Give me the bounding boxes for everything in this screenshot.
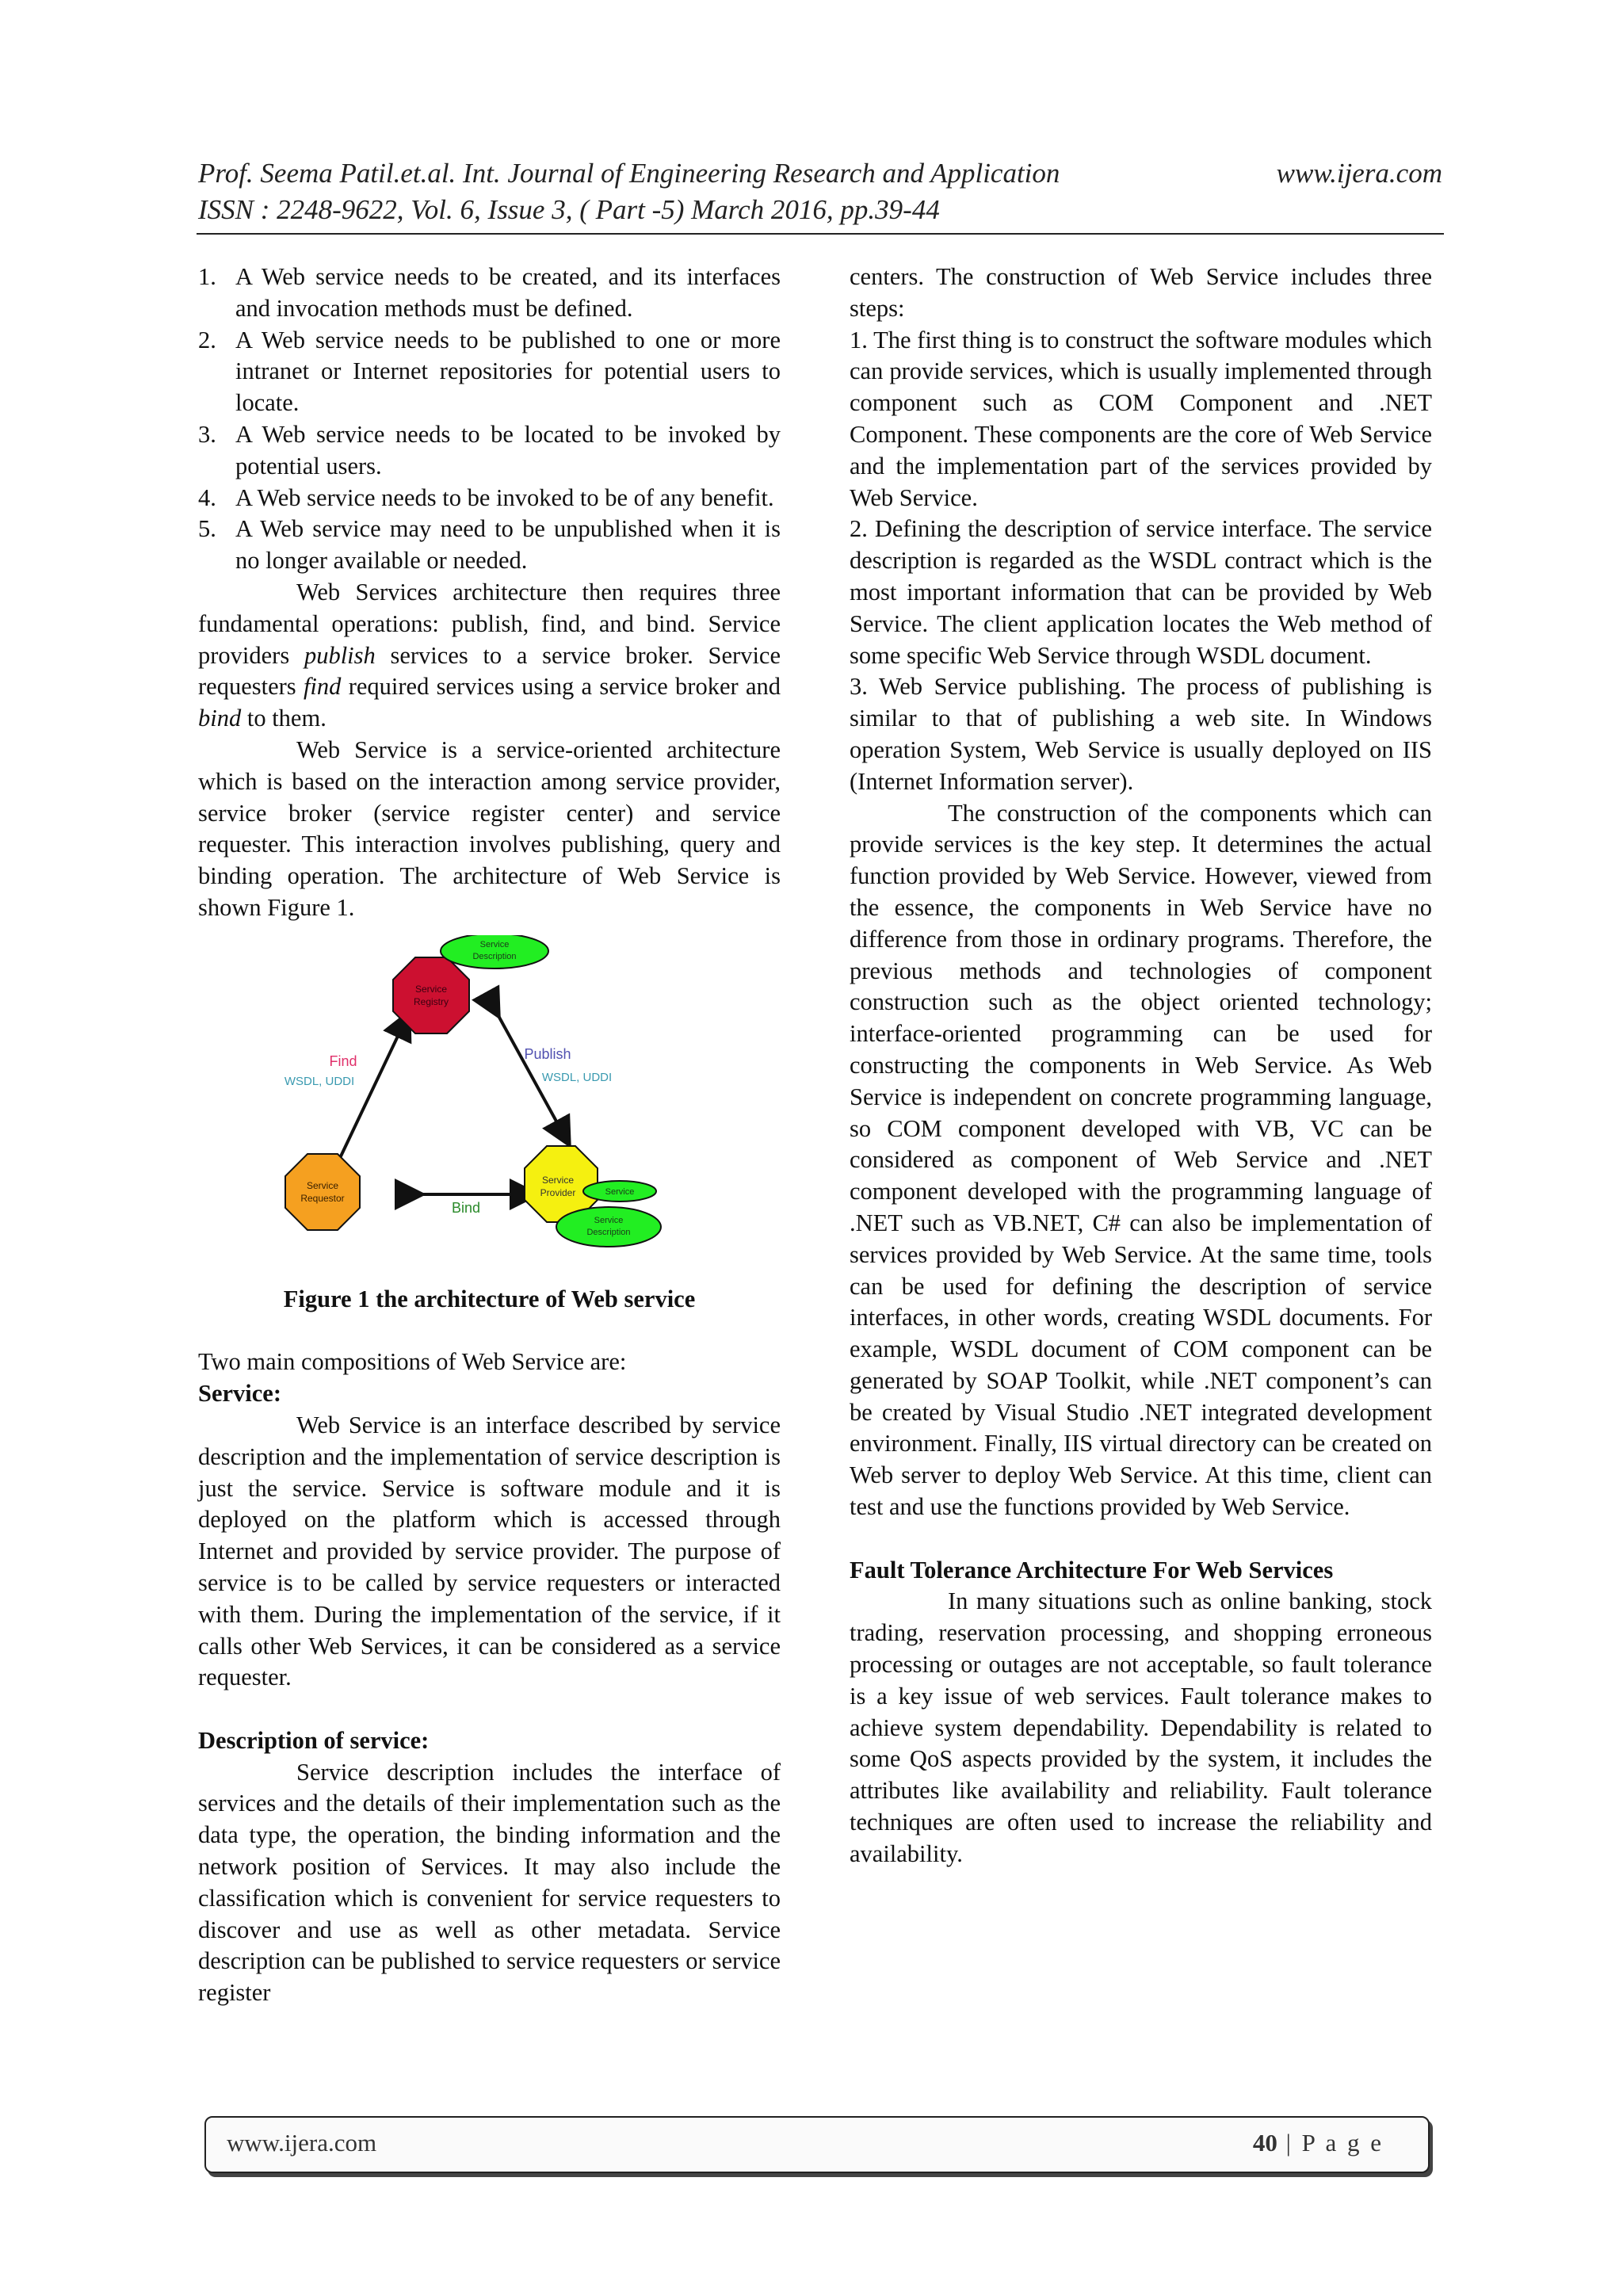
- service-paragraph: Web Service is an interface described by service description and the implementation of service description is just the service. Service is software module and it is deployed on the platform which is accessed through Internet and provided by service provider. The purpose of service is to be called by service requesters or interacted with them. During the implementation of the service, if it calls other Web Services, it can be considered as a service requester.: [198, 1411, 781, 1691]
- architecture-figure: [198, 935, 781, 1282]
- left-column: [198, 262, 781, 2009]
- list-item: 4. A Web service needs to be invoked to be of any benefit.: [198, 483, 774, 511]
- journal-citation: Prof. Seema Patil.et.al. Int. Journal of Engineering Research and Application: [198, 158, 1060, 189]
- lifecycle-list: [198, 262, 781, 577]
- footer-website[interactable]: www.ijera.com: [227, 2129, 377, 2157]
- compositions-line: Two main compositions of Web Service are:: [198, 1348, 627, 1376]
- right-column: [850, 262, 1432, 1870]
- architecture-diagram: [198, 935, 781, 1282]
- list-item: 5. A Web service may need to be unpublished when it is no longer available or needed.: [198, 515, 781, 575]
- page-number: 40 | P a g e: [1252, 2129, 1384, 2157]
- header-divider: [197, 233, 1444, 235]
- provider-label: Service: [541, 1174, 575, 1186]
- running-header: [198, 155, 1442, 228]
- publish-label: Publish: [524, 1045, 571, 1062]
- fault-tolerance-heading: Fault Tolerance Architecture For Web Services: [850, 1556, 1334, 1584]
- list-item: 1. A Web service needs to be created, and its interfaces and invocation methods must be defined.: [198, 263, 781, 322]
- svg-text:Description: Description: [472, 951, 517, 961]
- step-2-paragraph: 2. Defining the description of service interface. The service description is regarded as the WSDL contract which is the most important information that can be provided by Web Service. The client application locates the Web method of some specific Web Service through WSDL document.: [850, 515, 1432, 669]
- figure-caption: Figure 1 the architecture of Web service: [283, 1285, 696, 1312]
- step-3-paragraph: 3. Web Service publishing. The process of publishing is similar to that of publishing a web site. In Windows operation System, Web Service is usually deployed on IIS (Internet Information server).: [850, 673, 1432, 795]
- requestor-label: Service: [306, 1179, 339, 1191]
- find-sub-label: WSDL, UDDI: [284, 1074, 355, 1088]
- spacer: [198, 1316, 781, 1347]
- journal-website[interactable]: www.ijera.com: [1276, 158, 1442, 189]
- svg-text:Service: Service: [605, 1186, 635, 1197]
- list-item: 3. A Web service needs to be located to be invoked by potential users.: [198, 420, 781, 479]
- issn-line: ISSN : 2248-9622, Vol. 6, Issue 3, ( Part -5) March 2016, pp.39-44: [198, 194, 940, 225]
- svg-text:Service: Service: [479, 939, 510, 949]
- list-item: 2. A Web service needs to be published to one or more intranet or Internet repositories for potential users to locate.: [198, 326, 781, 417]
- soa-paragraph: Web Service is a service-oriented architecture which is based on the interaction among service provider, service broker (service register center) and service requester. This interaction involves publishing, query and binding operation. The architecture of Web Service is shown Figure 1.: [198, 735, 781, 921]
- registry-label: Service: [414, 983, 448, 995]
- description-paragraph: Service description includes the interface of services and the details of their implementation such as the data type, the operation, the binding information and the network position of Services. It may also include the classification which is convenient for service requesters to discover and use as well as other metadata. Service description can be published to service requesters or service register: [198, 1758, 781, 2007]
- spacer: [198, 1694, 781, 1725]
- service-registry-node: [393, 957, 469, 1033]
- description-heading: Description of service:: [198, 1726, 430, 1754]
- find-label: Find: [329, 1052, 357, 1069]
- publish-sub-label: WSDL, UDDI: [541, 1070, 613, 1084]
- find-arrow: [333, 1014, 408, 1173]
- spacer: [850, 1523, 1432, 1555]
- step-1-paragraph: 1. The first thing is to construct the software modules which can provide services, which is usually implemented through component such as COM Component and .NET Component. These components are the core of Web Service and the implementation part of the services provided by Web Service.: [850, 326, 1432, 511]
- service-heading: Service:: [198, 1380, 281, 1408]
- svg-text:Description: Description: [586, 1227, 631, 1237]
- svg-text:Requestor: Requestor: [300, 1192, 345, 1204]
- continuation-paragraph: centers. The construction of Web Service includes three steps:: [850, 263, 1432, 322]
- svg-text:Service: Service: [594, 1215, 624, 1225]
- fault-tolerance-paragraph: In many situations such as online banking, stock trading, reservation processing, and shopping erroneous processing or outages are not acceptable, so fault tolerance is a key issue of web services. Fault tolerance makes to achieve system dependability. Dependability is related to some QoS aspects provided by the system, it includes the attributes like availability and reliability. Fault tolerance techniques are often used to increase the reliability and availability.: [850, 1587, 1432, 1867]
- svg-text:Registry: Registry: [413, 995, 449, 1007]
- page-footer: [204, 2116, 1430, 2173]
- service-requestor-node: [285, 1154, 360, 1230]
- svg-text:Provider: Provider: [540, 1186, 576, 1198]
- bind-label: Bind: [451, 1199, 481, 1216]
- operations-paragraph: Web Services architecture then requires three fundamental operations: publish, find, and bind. Service providers publish services to a service broker. Service requesters find required services using a service broker and bind to them.: [198, 578, 781, 732]
- construction-paragraph: The construction of the components which can provide services is the key step. It determines the actual function provided by Web Service. However, viewed from the essence, the components in Web Service have no difference from those in ordinary programs. Therefore, the previous methods and technologies of component construction such as the object oriented technology; interface-oriented programming can be used for constructing the components in Web Service. As Web Service is independent on concrete programming language, so COM component developed with VB, VC can be considered as component of Web Service and .NET component developed with the programming language of .NET such as VB.NET, C# can also be implementation of services provided by Web Service. At the same time, tools can be used for defining the description of service interfaces, in other words, creating WSDL documents. For example, WSDL document of COM component can be generated by SOAP Toolkit, while .NET component’s can be created by Visual Studio .NET integrated development environment. Finally, IIS virtual directory can be created on Web server to deploy Web Service. At this time, client can test and use the functions provided by Web Service.: [850, 799, 1432, 1521]
- provider-description-ellipse: [556, 1207, 661, 1247]
